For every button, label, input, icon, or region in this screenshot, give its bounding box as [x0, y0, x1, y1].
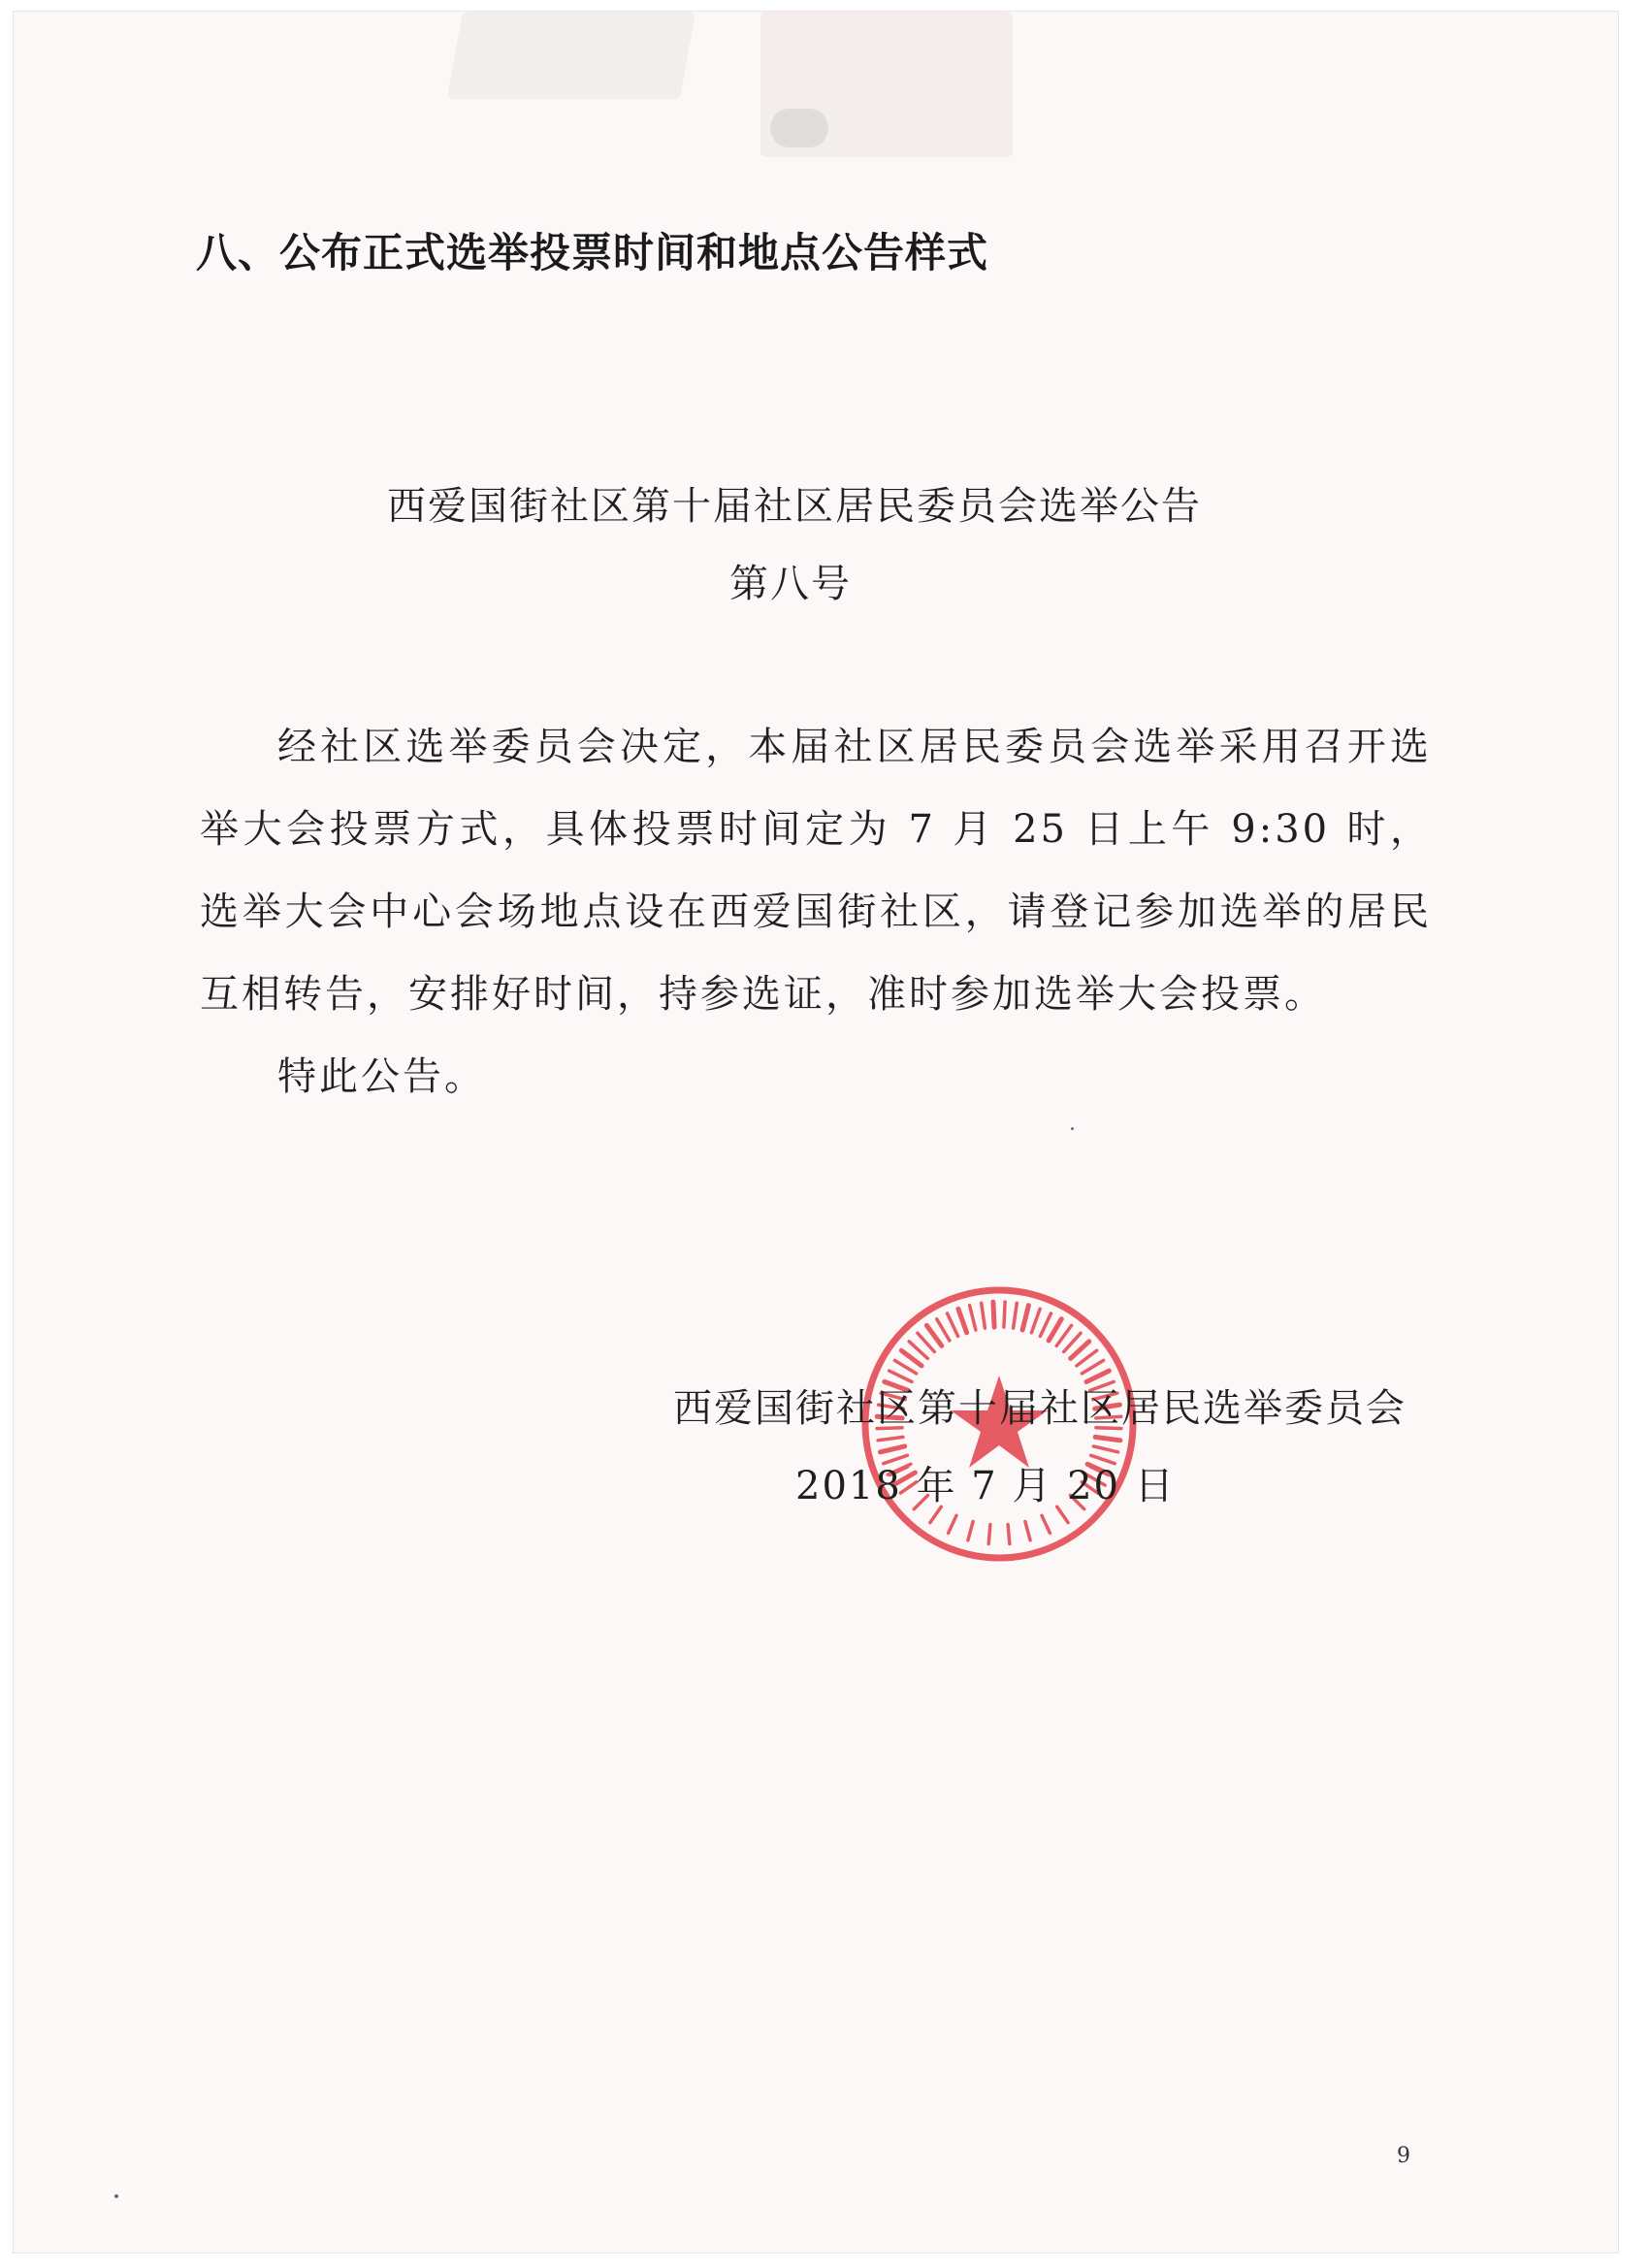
speck — [1071, 1127, 1074, 1130]
signature-date: 2018 年 7 月 20 日 — [795, 1464, 1176, 1508]
seal-letter-stroke — [1049, 1319, 1061, 1341]
signatory-organization: 西爱国街社区第十届社区居民选举委员会 — [673, 1386, 1406, 1431]
seal-letter-stroke — [968, 1522, 973, 1540]
seal-letter-stroke — [949, 1515, 956, 1533]
document-page — [14, 12, 1618, 2252]
seal-letter-stroke — [880, 1446, 904, 1452]
seal-letter-stroke — [1056, 1325, 1071, 1345]
seal-letter-stroke — [993, 1302, 994, 1327]
seal-letter-stroke — [1014, 1303, 1018, 1328]
notice-title: 西爱国街社区第十届社区居民委员会选举公告 — [387, 484, 1202, 529]
notice-number: 第八号 — [729, 562, 852, 606]
seal-letter-stroke — [878, 1437, 903, 1440]
seal-letter-stroke — [958, 1309, 967, 1333]
paper-wear-mark — [447, 12, 695, 99]
seal-letter-stroke — [1031, 1309, 1040, 1333]
page-number: 9 — [1397, 2144, 1410, 2168]
seal-letter-stroke — [1022, 1306, 1028, 1330]
seal-letter-stroke — [901, 1350, 922, 1366]
seal-letter-stroke — [1004, 1302, 1005, 1327]
section-heading: 八、公布正式选举投票时间和地点公告样式 — [196, 229, 989, 276]
paper-wear-mark — [770, 109, 828, 147]
seal-letter-stroke — [894, 1360, 916, 1374]
seal-letter-stroke — [1025, 1522, 1030, 1540]
notice-body: 经社区选举委员会决定，本届社区居民委员会选举采用召开选举大会投票方式，具体投票时间定为 7 月 25 日上午 9:30 时，选举大会中心会场地点设在西爱国街社区，请登记参加选举的居民互相转告，安排好时间，持参选证，准时参加选举大会投票。 — [200, 725, 1432, 1017]
seal-letter-stroke — [1042, 1515, 1050, 1533]
seal-letter-stroke — [1071, 1342, 1089, 1359]
seal-letter-stroke — [1040, 1313, 1051, 1337]
seal-letter-stroke — [948, 1313, 958, 1337]
seal-letter-stroke — [1008, 1525, 1010, 1544]
seal-letter-stroke — [926, 1325, 941, 1345]
speck — [114, 2194, 118, 2198]
seal-letter-stroke — [1082, 1360, 1103, 1374]
seal-letter-stroke — [988, 1525, 990, 1544]
seal-letter-stroke — [937, 1319, 950, 1341]
seal-letter-stroke — [1095, 1437, 1120, 1440]
seal-letter-stroke — [982, 1303, 986, 1328]
seal-letter-stroke — [1093, 1446, 1117, 1452]
notice-closing: 特此公告。 — [277, 1054, 486, 1099]
seal-letter-stroke — [970, 1306, 976, 1330]
